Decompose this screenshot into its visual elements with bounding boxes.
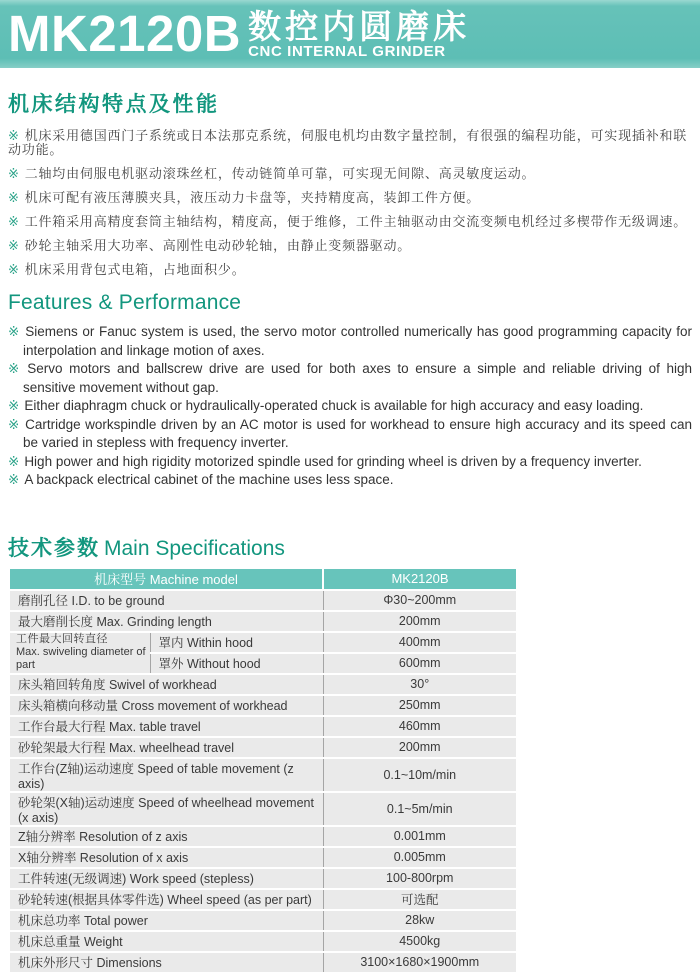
spec-value-cell: 600mm <box>323 653 516 674</box>
spec-sublabel-cell: 罩外 Without hood <box>150 653 323 674</box>
bullet-text: A backpack electrical cabinet of the machine uses less space. <box>24 472 394 487</box>
feature-bullet-cn <box>8 167 692 181</box>
feature-bullet-cn <box>8 239 692 253</box>
reference-mark-icon: ※ <box>8 190 20 205</box>
spec-label-cell: 床头箱横向移动量 Cross movement of workhead <box>10 695 323 716</box>
reference-mark-icon: ※ <box>8 324 21 339</box>
spec-label-cell: 最大磨削长度 Max. Grinding length <box>10 611 323 632</box>
spec-value-cell: 250mm <box>323 695 516 716</box>
spec-value-cell: 可选配 <box>323 889 516 910</box>
reference-mark-icon: ※ <box>8 128 20 143</box>
spec-row <box>10 632 516 653</box>
spec-value-cell: 3100×1680×1900mm <box>323 952 516 973</box>
feature-bullet-cn <box>8 215 692 229</box>
reference-mark-icon: ※ <box>8 416 21 432</box>
spec-label-cell: 砂轮架(X轴)运动速度 Speed of wheelhead movement (x axis) <box>10 792 323 826</box>
reference-mark-icon: ※ <box>8 262 20 277</box>
spec-value-cell: Φ30~200mm <box>323 590 516 611</box>
model-value-header-cell: MK2120B <box>323 569 516 590</box>
machine-model-header-cell: 机床型号 Machine model <box>10 569 323 590</box>
reference-mark-icon: ※ <box>8 472 20 487</box>
spec-row <box>10 910 516 931</box>
features-cn-heading: 机床结构特点及性能 <box>8 93 220 116</box>
feature-bullet-en <box>8 471 692 490</box>
bullet-text: 机床采用德国西门子系统或日本法那克系统，伺服电机均由数字量控制，有很强的编程功能，可实现插补和联动功能。 <box>8 128 688 157</box>
spec-value-cell: 460mm <box>323 716 516 737</box>
spec-value-cell: 400mm <box>323 632 516 653</box>
spec-label-cell: 机床总重量 Weight <box>10 931 323 952</box>
features-en-heading: Features & Performance <box>8 291 242 314</box>
spec-row <box>10 889 516 910</box>
spec-label-cell: 工作台最大行程 Max. table travel <box>10 716 323 737</box>
spec-label-cell: 床头箱回转角度 Swivel of workhead <box>10 674 323 695</box>
spec-row <box>10 737 516 758</box>
bullet-text: 机床采用背包式电箱，占地面积少。 <box>24 262 246 277</box>
spec-row <box>10 868 516 889</box>
spec-value-cell: 200mm <box>323 737 516 758</box>
spec-row <box>10 826 516 847</box>
bullet-text: 二轴均由伺服电机驱动滚珠丝杠，传动链简单可靠，可实现无间隙、高灵敏度运动。 <box>24 166 536 181</box>
feature-bullet-en <box>8 360 692 397</box>
spec-group-label-cell <box>10 632 150 674</box>
features-cn-list <box>8 129 692 277</box>
feature-bullet-en <box>8 416 692 453</box>
spec-label-cell: 机床总功率 Total power <box>10 910 323 931</box>
spec-value-cell: 4500kg <box>323 931 516 952</box>
specifications-heading <box>8 532 700 562</box>
bullet-text: Siemens or Fanuc system is used, the servo motor controlled numerically has good programming capacity for interpolation and linkage motion of axes. <box>23 324 692 358</box>
bullet-text: 工件箱采用高精度套筒主轴结构，精度高，便于维修，工件主轴驱动由交流变频电机经过多楔带作无级调速。 <box>24 214 688 229</box>
bullet-text: High power and high rigidity motorized spindle used for grinding wheel is driven by a frequency inverter. <box>24 453 642 469</box>
spec-sublabel-cell: 罩内 Within hood <box>150 632 323 653</box>
features-cn-section <box>0 88 700 277</box>
spec-row <box>10 931 516 952</box>
spec-label-cell: 工作台(Z轴)运动速度 Speed of table movement (z axis) <box>10 758 323 792</box>
product-banner <box>0 0 700 68</box>
specifications-table-wrap <box>10 569 516 974</box>
spec-value-cell: 28kw <box>323 910 516 931</box>
spec-row <box>10 792 516 826</box>
specifications-heading-cn: 技术参数 <box>8 536 100 560</box>
reference-mark-icon: ※ <box>8 214 20 229</box>
spec-row <box>10 847 516 868</box>
reference-mark-icon: ※ <box>8 166 20 181</box>
spec-row <box>10 674 516 695</box>
reference-mark-icon: ※ <box>8 453 20 469</box>
banner-titles <box>248 7 471 60</box>
spec-value-cell: 0.1~5m/min <box>323 792 516 826</box>
spec-value-cell: 200mm <box>323 611 516 632</box>
feature-bullet-en <box>8 453 692 472</box>
product-title-cn: 数控内圆磨床 <box>248 7 471 45</box>
reference-mark-icon: ※ <box>8 398 20 413</box>
specifications-section <box>0 532 700 974</box>
feature-bullet-cn <box>8 263 692 277</box>
bullet-text: Either diaphragm chuck or hydraulically-operated chuck is available for high accuracy and easy loading. <box>24 398 644 413</box>
spec-label-cell: 砂轮转速(根据具体零件选) Wheel speed (as per part) <box>10 889 323 910</box>
feature-bullet-cn <box>8 129 692 157</box>
spec-label-cell: 磨削孔径 I.D. to be ground <box>10 590 323 611</box>
reference-mark-icon: ※ <box>8 238 20 253</box>
reference-mark-icon: ※ <box>8 361 23 376</box>
product-title-en: CNC INTERNAL GRINDER <box>248 42 446 60</box>
spec-value-cell: 0.005mm <box>323 847 516 868</box>
bullet-text: 机床可配有液压薄膜夹具，液压动力卡盘等，夹持精度高，装卸工件方便。 <box>24 190 481 205</box>
specifications-table <box>10 569 516 974</box>
spec-value-cell: 100-800rpm <box>323 868 516 889</box>
bullet-text: Cartridge workspindle driven by an AC motor is used for workhead to ensure high accuracy and its speed can be varied in stepless with frequency inverter. <box>23 416 692 450</box>
spec-value-cell: 0.001mm <box>323 826 516 847</box>
spec-row <box>10 758 516 792</box>
spec-value-cell: 0.1~10m/min <box>323 758 516 792</box>
spec-row <box>10 716 516 737</box>
specifications-heading-en: Main Specifications <box>104 536 285 560</box>
spec-label-cell: 机床外形尺寸 Dimensions <box>10 952 323 973</box>
bullet-text: Servo motors and ballscrew drive are used for both axes to ensure a simple and reliable driving of high sensitive movement without gap. <box>23 361 692 395</box>
spec-label-cell: Z轴分辨率 Resolution of z axis <box>10 826 323 847</box>
spec-label-cell: 工件转速(无级调速) Work speed (stepless) <box>10 868 323 889</box>
table-header-row <box>10 569 516 590</box>
spec-label-cell: 砂轮架最大行程 Max. wheelhead travel <box>10 737 323 758</box>
features-en-section <box>0 291 700 490</box>
spec-row <box>10 695 516 716</box>
feature-bullet-en <box>8 323 692 360</box>
spec-row <box>10 952 516 973</box>
feature-bullet-en <box>8 397 692 416</box>
group-label-cn: 工件最大回转直径 <box>16 633 108 645</box>
group-label-en: Max. swiveling diameter of part <box>16 646 146 671</box>
features-en-list <box>8 323 692 490</box>
spec-label-cell: X轴分辨率 Resolution of x axis <box>10 847 323 868</box>
bullet-text: 砂轮主轴采用大功率、高刚性电动砂轮轴，由静止变频器驱动。 <box>24 238 412 253</box>
product-model: MK2120B <box>8 5 242 62</box>
feature-bullet-cn <box>8 191 692 205</box>
spec-row <box>10 590 516 611</box>
spec-row <box>10 611 516 632</box>
spec-value-cell: 30° <box>323 674 516 695</box>
